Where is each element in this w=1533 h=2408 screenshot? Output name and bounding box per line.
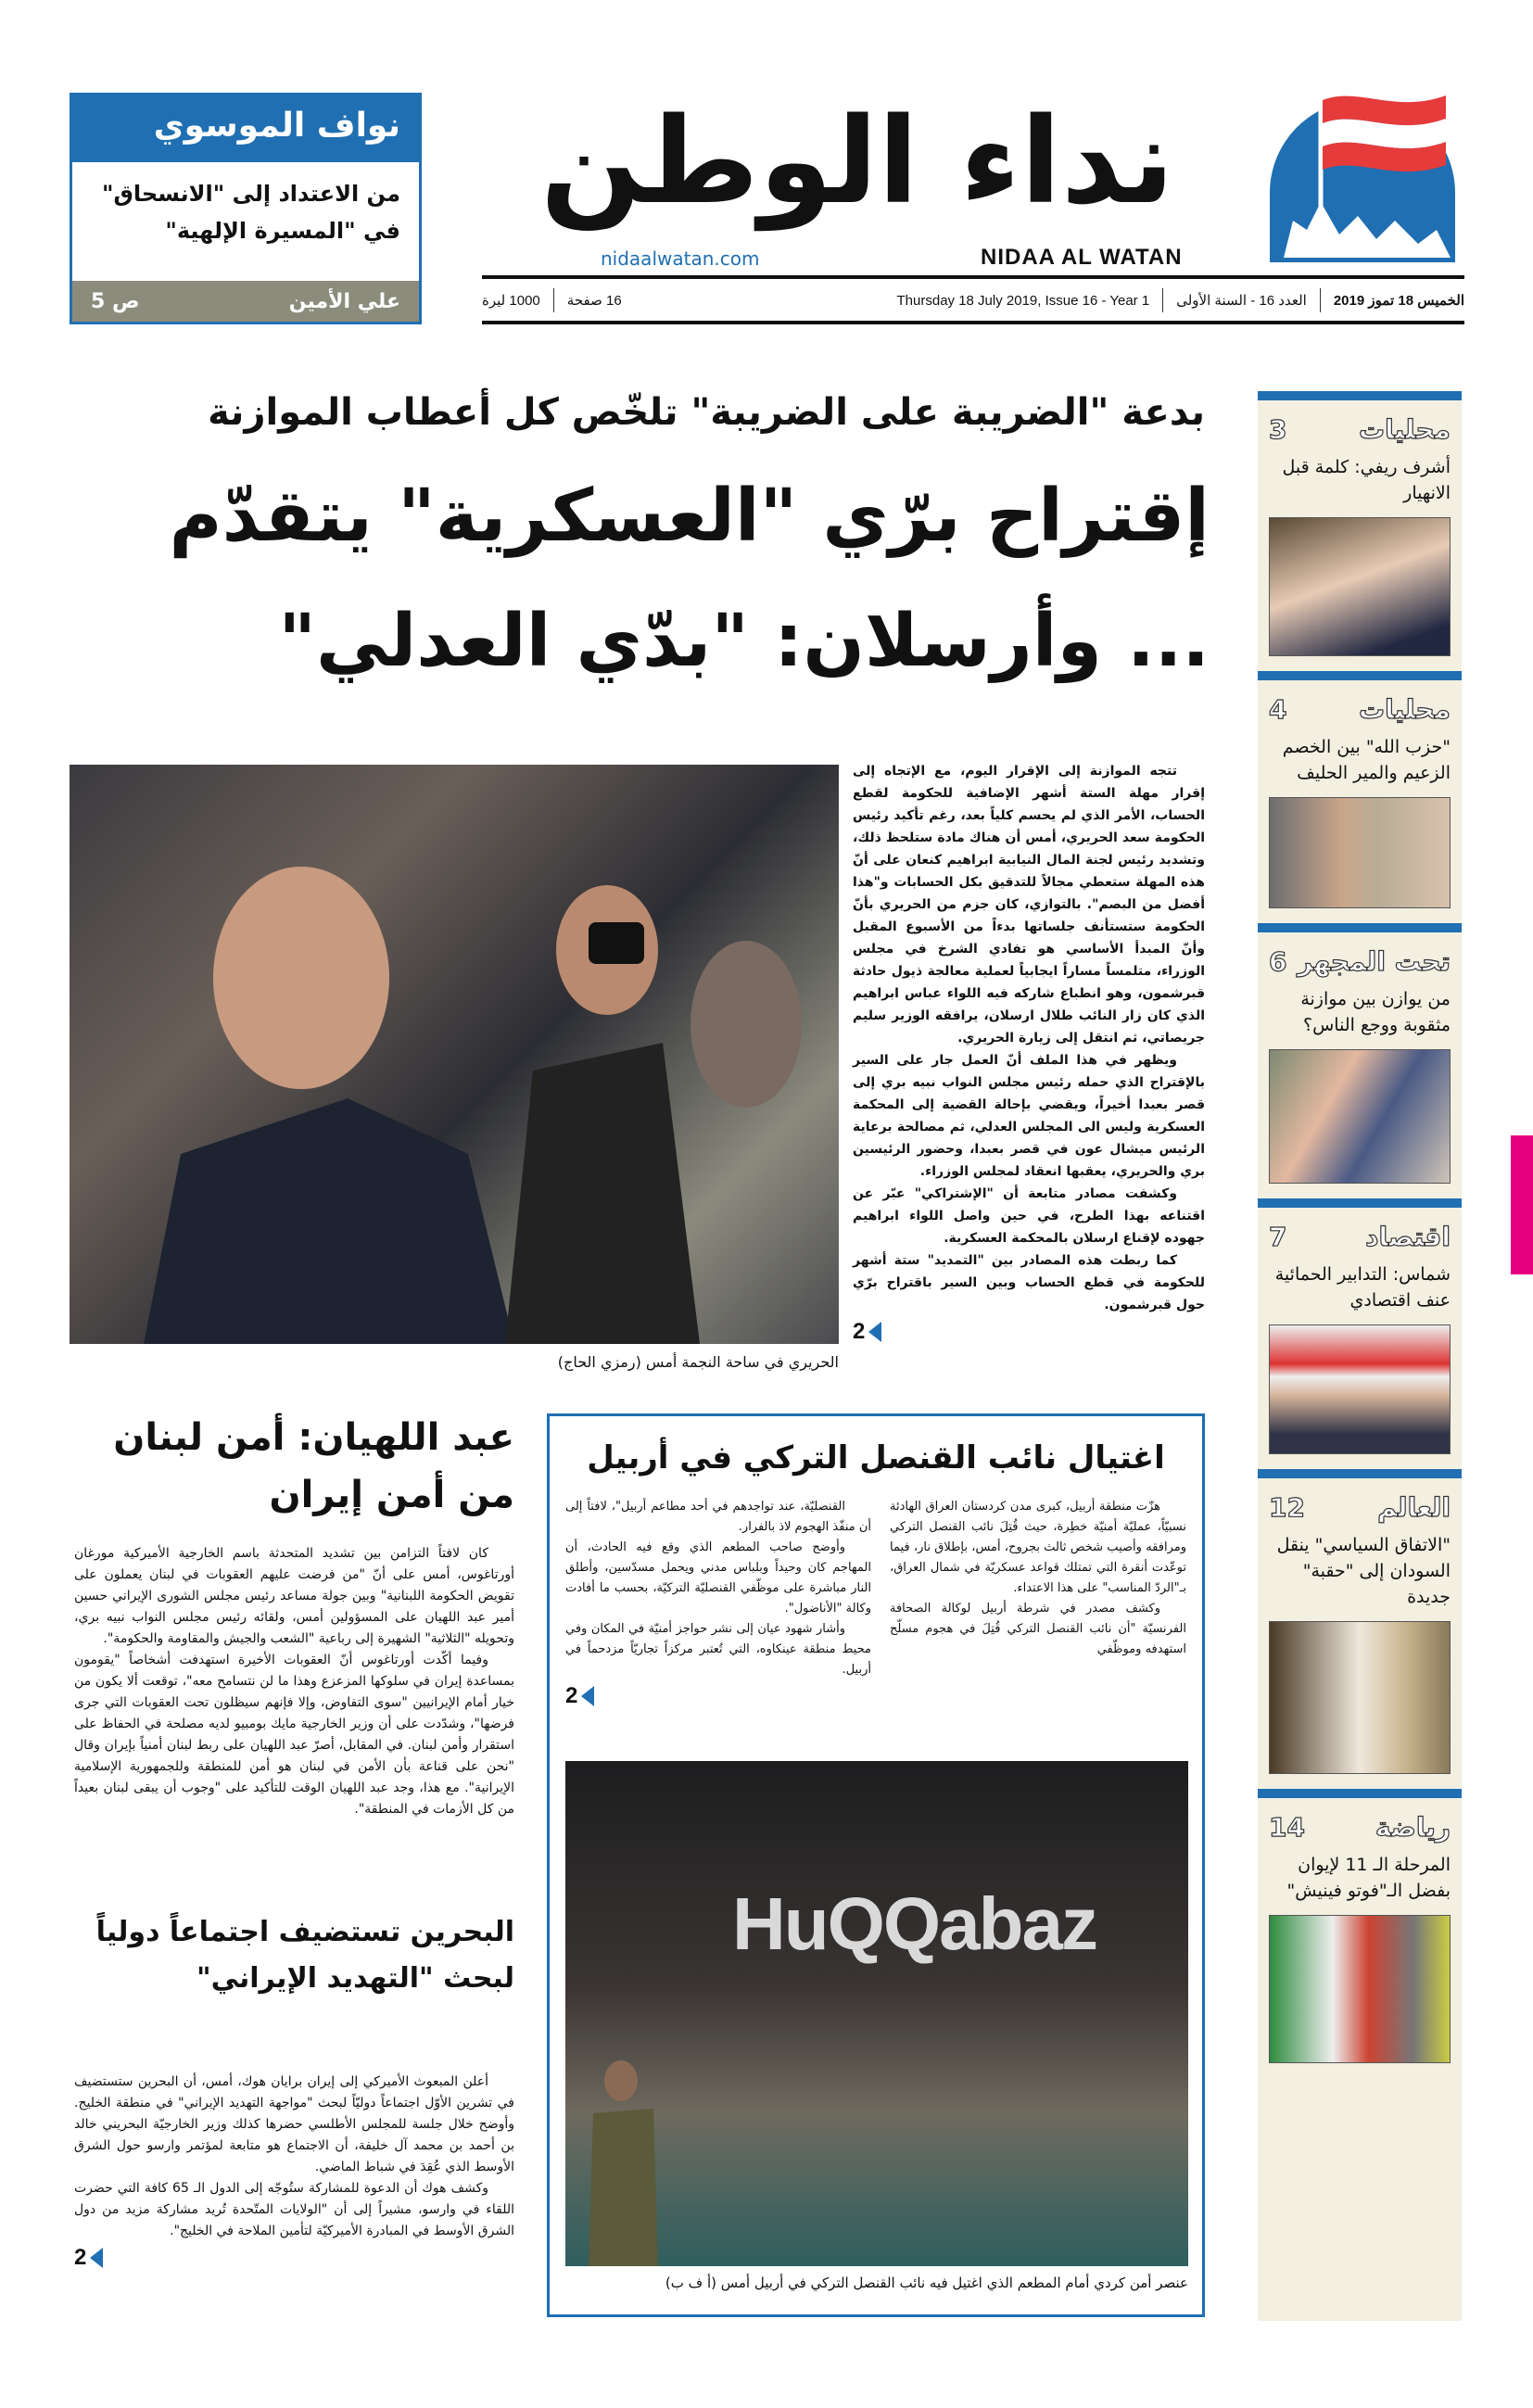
promo-author: نواف الموسوي [72,95,419,162]
girl-kiss-photo [1269,1049,1451,1184]
paragraph: أعلن المبعوث الأميركي إلى إيران برايان هوك، أمس، أن البحرين ستستضيف في تشرين الأوّل اجتماعاً دوليّاً لبحث "مواجهة التهديد الإيراني" في منطقة الخليج. وأوضح خلال جلسة للمجلس الأطلسي حضرها كذلك وزير الخارجيّة البحريني خالد بن أحمد بن محمد آل خليفة، أن الاجتماع هو متابعة لمؤتمر وارسو حول الشرق الأوسط الذي عُقِدَ في شباط الماضي. [74,2074,514,2174]
masthead-logo: نداء الوطن [540,93,1174,231]
section-page: 4 [1269,693,1287,725]
flag-logo-icon [1256,82,1469,262]
section-teaser: "الاتفاق السياسي" ينقل السودان إلى "حقبة" جديدة [1276,1535,1451,1607]
section-page: 14 [1269,1811,1305,1843]
lead-photo[interactable] [70,765,839,1344]
jump-page-number: 2 [74,2245,87,2270]
soldier-figure [565,1761,1188,2266]
jump-page-number: 2 [565,1683,578,1708]
politicians-photo [1269,797,1451,908]
lead-kicker: بدعة "الضريبة على الضريبة" تلخّص كل أعطاب الموازنة [208,391,1205,434]
lead-photo-caption: الحريري في ساحة النجمة أمس (رمزي الحاج) [557,1353,839,1371]
paragraph: القنصليّة، عند تواجدهم في أحد مطاعم أربيل"، لافتاً إلى أن منفّذ الهجوم لاذ بالفرار. [565,1500,871,1534]
portrait-photo [1269,1324,1451,1454]
section-title: محليات [1358,413,1451,445]
bahrain-article-body [74,2072,514,2272]
promo-box[interactable] [70,93,422,324]
paragraph: وكشف مصدر في شرطة أربيل لوكالة الصحافة الفرنسيّة "أن نائب القنصل التركي قُتِلَ في هجوم مسلّح استهدفه وموظّفي [890,1602,1186,1656]
masthead-title-en: NIDAA AL WATAN [981,245,1183,270]
triangle-left-icon [90,2248,103,2268]
paragraph: وأوضح صاحب المطعم الذي وقع فيه الحادث، أن المهاجم كان وحيداً وبلباس مدني ويحمل مسدّسين، وأطلق النار مباشرة على موظّفي القنصليّة التركيّة، بحسب ما أفادت وكالة "الأناضول". [565,1540,871,1616]
jump-page-number: 2 [853,1319,866,1344]
jump-link[interactable] [565,1684,871,1710]
sidebar-item-local-4[interactable] [1258,671,1462,923]
lead-headline-line1: إقتراح برّي "العسكرية" يتقدّم [169,475,1210,558]
divider [553,288,554,312]
lead-headline-line2: ... وأرسلان: "بدّي العدلي" [278,600,1210,683]
section-page: 12 [1269,1491,1305,1523]
issue-ar: العدد 16 - السنة الأولى [1176,293,1307,309]
sidebar-item-world-12[interactable] [1258,1469,1462,1789]
jump-link[interactable] [74,2246,514,2272]
iran-article-body [74,1543,514,1820]
page-edge-tab [1511,1135,1533,1274]
section-title: العالم [1377,1491,1451,1523]
section-teaser: من يوازن بين موازنة مثقوبة ووجع الناس؟ [1300,989,1451,1035]
turkey-photo-caption: عنصر أمن كردي أمام المطعم الذي اغتيل فيه نائب القنصل التركي في أربيل أمس (أ ف ب) [665,2275,1188,2291]
triangle-left-icon [581,1686,594,1706]
promo-byline: علي الأمين [288,289,400,313]
paragraph: وأشار شهود عيان إلى نشر حواجز أمنيّة في المكان وفي محيط منطقة عينكاوه، التي تُعتبر مركزاً تجاريّاً مزدحماً في أربيل. [565,1622,871,1677]
turkey-article-headline[interactable]: اغتيال نائب القنصل التركي في أربيل [587,1439,1165,1476]
section-title: تحت المجهر [1297,945,1451,977]
sidebar-item-economy-7[interactable] [1258,1198,1462,1469]
lead-body [853,760,1205,1346]
promo-title: من الاعتداد إلى "الانسحاق" في "المسيرة الإلهية" [101,181,400,244]
price: 1000 ليرة [482,293,540,309]
sidebar-item-microscope-6[interactable] [1258,923,1462,1198]
turkey-article-col1 [890,1497,1186,1660]
dateline-bar [482,283,1464,318]
people-crowd-image [70,765,839,1344]
section-page: 6 [1269,945,1287,977]
section-title: اقتصاد [1365,1221,1451,1252]
jump-link[interactable] [853,1320,1205,1346]
section-title: رياضة [1375,1811,1451,1843]
turkey-article-col2 [565,1497,871,1710]
sidebar-item-sport-14[interactable] [1258,1789,1462,2078]
divider [1320,288,1321,312]
paragraph: وكشف هوك أن الدعوة للمشاركة ستُوجّه إلى الدول الـ 65 كافة التي حضرت اللقاء في وارسو، مشيراً إلى أن "الولايات المتّحدة تُريد مشاركة مزيد من دول الشرق الأوسط في المبادرة الأميركيّة لتأمين الملاحة في الخليج". [74,2181,514,2238]
sidebar-index [1258,391,1462,2321]
paragraph: وفيما أكّدت أورتاغوس أنّ العقوبات الأخيرة استهدفت أشخاصاً "يقومون بمساعدة إيران في سلوكها المزعزع وهذا ما لن نتسامح معه"، توقعت ألا يكون من خيار أمام الإيرانيين "سوى التفاوض، وإلا فإنهم سيظلون تحت العقوبات التي جرى فرضها"، وشدّدت على أن وزير الخارجية مايك بومبيو لديه مصلحة في الحفاظ على استقرار وأمن لبنان. في المقابل، أصرّ عبد اللهيان على ربط لبنان أمنياً بإيران وقال "نحن على قناعة بأن الأمن في لبنان هو أمن للمنطقة وللجمهورية الإسلامية الإيرانية". مع هذا، وجد عبد اللهيان الوقت للتأكيد على "وجوب أن يبقى لبنان بعيداً من كل الأزمات في المنطقة". [74,1653,514,1817]
section-teaser: المرحلة الـ 11 لإيوان بفضل الـ"فوتو فينيش" [1286,1855,1451,1901]
portrait-photo [1269,517,1451,656]
paragraph: ويظهر في هذا الملف أنّ العمل جار على السير بالإقتراح الذي حمله رئيس مجلس النواب نبيه بري إلى قصر بعبدا أخيراً، ويقضي بإحالة القضية إلى المحكمة العسكرية وليس الى المجلس العدلي، ثم مصالحة برعاية الرئيس ميشال عون في قصر بعبدا، وحضور الرئيسين بري والحريري، يعقبها انعقاد لمجلس الوزراء. [853,1053,1205,1179]
cyclists-photo [1269,1915,1451,2063]
paragraph: تتجه الموازنة إلى الإقرار اليوم، مع الإتجاه إلى إقرار مهلة الستة أشهر الإضافية للحكومة لقطع الحساب، الأمر الذي لم يحسم كلياً بعد، رغم تأكيد رئيس الحكومة سعد الحريري، أمس أن هناك مادة ستلحظ ذلك، وتشديد رئيس لجنة المال النيابية ابراهيم كنعان على أنّ هذه المهلة ستعطي مجالاً للتدقيق بكل الحسابات و"هذا أفضل من البصم". بالتوازي، كان جزم من الحريري بأنّ الحكومة ستستأنف جلساتها بدءاً من الأسبوع المقبل وأنّ المبدأ الأساسي هو تفادي الشرخ في مجلس الوزراء، متلمساً مساراً ايجابياً لعملية معالجة ذيول حادثة قبرشمون، وهو انطباع شاركه فيه اللواء عباس ابراهيم الذي كان زار النائب طلال ارسلان، يرافقه الوزير سليم جريصاتي، ثم انتقل إلى زيارة الحريري. [853,764,1205,1046]
divider [1162,288,1163,312]
section-page: 3 [1269,413,1287,445]
section-teaser: أشرف ريفي: كلمة قبل الانهيار [1282,457,1451,503]
page-count: 16 صفحة [566,293,622,309]
section-teaser: شماس: التدابير الحمائية عنف اقتصادي [1274,1264,1451,1311]
restaurant-photo[interactable] [565,1761,1188,2266]
promo-page: ص 5 [91,289,140,313]
paragraph: هزّت منطقة أربيل، كبرى مدن كردستان العراق الهادئة نسبيّاً، عمليّة أمنيّة خطِرة، حيث قُتِلَ نائب القنصل التركي ومرافقه وأصيب شخص ثالث بجروح، أمس، بإطلاق نار، فيما توعّدت أنقرة التي تمتلك قواعد عسكريّة في شمال العراق، بـ"الردّ المناسب" على هذا الاعتداء. [890,1500,1186,1595]
handshake-photo [1269,1621,1451,1774]
paragraph: كان لافتاً التزامن بين تشديد المتحدثة باسم الخارجية الأميركية مورغان أورتاغوس، أمس على أنّ "من فرضت عليهم العقوبات في لبنان يعملون على تقويض الحكومة اللبنانية" وبين جولة مساعد رئيس مجلس الشورى الإيراني حسين أمير عبد اللهيان على المسؤولين أمس، ولقائه رئيس مجلس النواب نبيه بري، وتحويله "الثلاثية" الشهيرة إلى رباعية "الشعب والجيش والمقاومة والحكومة". [74,1546,514,1646]
sidebar-item-local-3[interactable] [1258,391,1462,671]
lead-headline[interactable] [74,454,1210,704]
section-teaser: "حزب الله" بين الخصم الزعيم والمير الحليف [1282,737,1451,783]
restaurant-sign-text: HuQQabaz [732,1882,1096,1965]
paragraph: كما ربطت هذه المصادر بين "التمديد" ستة أشهر للحكومة في قطع الحساب وبين السير باقتراح برّي حول قبرشمون. [853,1253,1205,1312]
masthead-website[interactable]: nidaalwatan.com [601,247,760,270]
bahrain-article-headline[interactable]: البحرين تستضيف اجتماعاً دولياً لبحث "التهديد الإيراني" [95,1916,514,1995]
triangle-left-icon [868,1322,881,1342]
section-title: محليات [1358,693,1451,725]
iran-article-headline[interactable]: عبد اللهيان: أمن لبنان من أمن إيران [113,1416,514,1516]
header-rule-bottom [482,321,1464,324]
section-page: 7 [1269,1221,1287,1252]
date-ar: الخميس 18 تموز 2019 [1333,293,1464,309]
paragraph: وكشفت مصادر متابعة أن "الإشتراكي" عبّر عن اقتناعه بهذا الطرح، في حين واصل اللواء ابراهيم جهوده لإقناع ارسلان بالمحكمة العسكرية. [853,1186,1205,1246]
header-rule-top [482,275,1464,279]
date-en: Thursday 18 July 2019, Issue 16 - Year 1 [896,292,1150,309]
